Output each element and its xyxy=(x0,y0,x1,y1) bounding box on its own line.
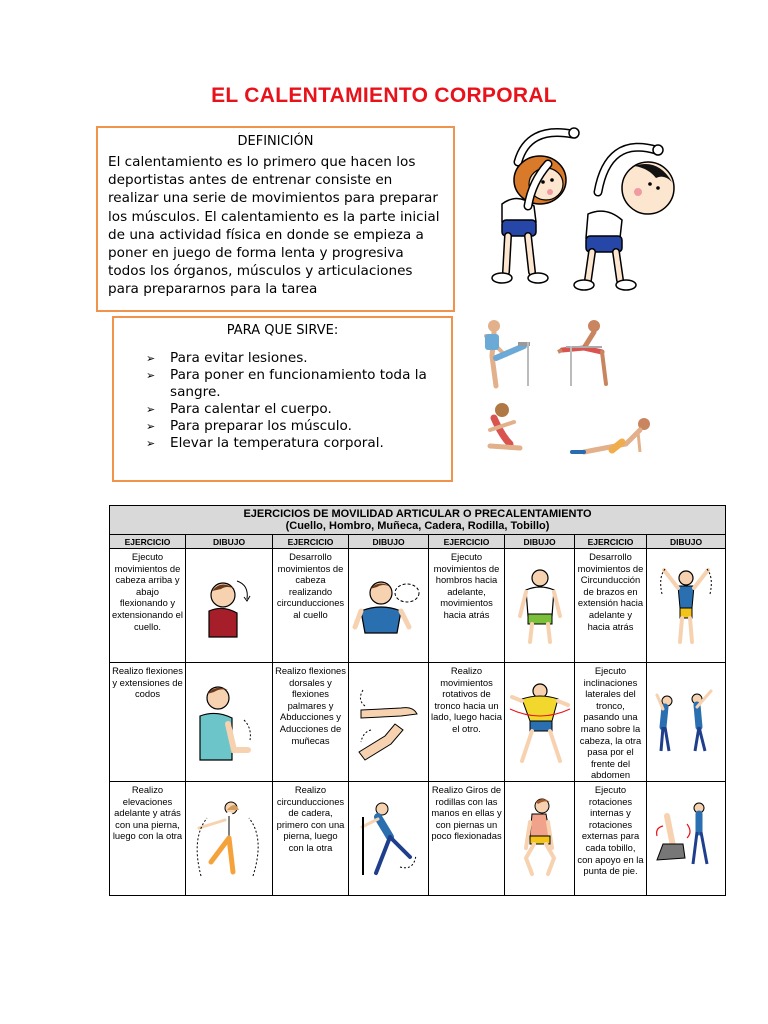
exercise-cell: Ejecuto rotaciones internas y rotaciones externas para cada tobillo, con apoyo en la punta de pie. xyxy=(575,781,647,895)
drawing-cell xyxy=(186,549,273,663)
definition-text: El calentamiento es lo primero que hacen los deportistas antes de entrenar consiste en realizar una serie de movimientos para preparar los músculos. El calentamiento es la parte inicial de una actividad física en donde se empieza a poner en juego de forma lenta y progresiva todos los órganos, músculos y articulaciones para prepararnos para la tarea xyxy=(108,154,440,298)
drawing-cell xyxy=(349,781,429,895)
column-header-exercise: EJERCICIO xyxy=(273,535,349,549)
drawing-cell xyxy=(186,781,273,895)
column-header-exercise: EJERCICIO xyxy=(429,535,505,549)
head-flexion-drawing xyxy=(197,571,261,641)
drawing-cell xyxy=(349,663,429,782)
arm-circles-drawing xyxy=(656,564,716,648)
ankle-rotation-drawing xyxy=(653,798,719,878)
drawing-cell xyxy=(186,663,273,782)
table-title: EJERCICIOS DE MOVILIDAD ARTICULAR O PRECALENTAMIENTO (Cuello, Hombro, Muñeca, Cadera, Rodilla, Tobillo) xyxy=(110,506,726,535)
drawing-cell xyxy=(647,549,726,663)
purpose-list xyxy=(114,350,451,452)
exercise-cell: Realizo Giros de rodillas con las manos en ellas y con piernas un poco flexionadas xyxy=(429,781,505,895)
drawing-cell xyxy=(647,781,726,895)
column-header-drawing: DIBUJO xyxy=(505,535,575,549)
exercise-cell: Realizo circunducciones de cadera, primero con una pierna, luego con la otra xyxy=(273,781,349,895)
exercise-cell: Ejecuto inclinaciones laterales del tronco, pasando una mano sobre la cabeza, la otra pasa por el frente del abdomen xyxy=(575,663,647,782)
column-header-drawing: DIBUJO xyxy=(186,535,273,549)
table-row xyxy=(110,781,726,895)
list-item: ➢ Para evitar lesiones. xyxy=(146,350,308,366)
column-header-exercise: EJERCICIO xyxy=(575,535,647,549)
arrow-bullet-icon: ➢ xyxy=(146,403,156,416)
exercise-cell: Realizo movimientos rotativos de tronco hacia un lado, luego hacia el otro. xyxy=(429,663,505,782)
stretching-photos-illustration xyxy=(466,312,666,464)
column-header-exercise: EJERCICIO xyxy=(110,535,186,549)
drawing-cell xyxy=(647,663,726,782)
lateral-bend-drawing xyxy=(653,687,719,757)
drawing-cell xyxy=(505,549,575,663)
table-row xyxy=(110,549,726,663)
column-header-drawing: DIBUJO xyxy=(647,535,726,549)
definition-heading: DEFINICIÓN xyxy=(237,134,314,149)
list-item: ➢ Para calentar el cuerpo. xyxy=(146,401,332,417)
exercise-cell: Realizo elevaciones adelante y atrás con una pierna, luego con la otra xyxy=(110,781,186,895)
exercise-cell: Realizo flexiones dorsales y flexiones palmares y Abducciones y Aducciones de muñecas xyxy=(273,663,349,782)
leg-swing-drawing xyxy=(189,798,269,878)
exercise-cell: Desarrollo movimientos de cabeza realizando circunducciones al cuello xyxy=(273,549,349,663)
table-header-row xyxy=(110,535,726,549)
elbow-flexion-drawing xyxy=(194,680,264,764)
table-row xyxy=(110,663,726,782)
arrow-bullet-icon: ➢ xyxy=(146,352,156,365)
arrow-bullet-icon: ➢ xyxy=(146,437,156,450)
exercise-table xyxy=(109,505,726,896)
purpose-heading: PARA QUE SIRVE: xyxy=(226,323,339,338)
drawing-cell xyxy=(505,781,575,895)
exercise-cell: Realizo flexiones y extensiones de codos xyxy=(110,663,186,782)
hip-circumduction-drawing xyxy=(354,797,424,879)
drawing-cell xyxy=(505,663,575,782)
arrow-bullet-icon: ➢ xyxy=(146,420,156,433)
purpose-box xyxy=(112,316,453,482)
arrow-bullet-icon: ➢ xyxy=(146,369,156,382)
list-item: ➢ Elevar la temperatura corporal. xyxy=(146,435,384,451)
drawing-cell xyxy=(349,549,429,663)
trunk-rotation-drawing xyxy=(508,679,572,765)
definition-box xyxy=(96,126,455,312)
neck-circumduction-drawing xyxy=(351,571,427,641)
exercise-cell: Desarrollo movimientos de Circunducción de brazos en extensión hacia adelante y hacia atrás xyxy=(575,549,647,663)
exercise-cell: Ejecuto movimientos de cabeza arriba y abajo flexionando y extensionando el cuello. xyxy=(110,549,186,663)
list-item: ➢ Para poner en funcionamiento toda la sangre. xyxy=(146,367,427,400)
list-item: ➢ Para preparar los músculo. xyxy=(146,418,352,434)
exercise-cell: Ejecuto movimientos de hombros hacia adelante, movimientos hacia atrás xyxy=(429,549,505,663)
kids-stretching-illustration xyxy=(488,122,698,294)
wrist-flexion-drawing xyxy=(351,680,427,764)
shoulder-rotation-drawing xyxy=(510,566,570,646)
column-header-drawing: DIBUJO xyxy=(349,535,429,549)
knee-rotation-drawing xyxy=(512,796,568,880)
page-title: EL CALENTAMIENTO CORPORAL xyxy=(211,84,557,107)
